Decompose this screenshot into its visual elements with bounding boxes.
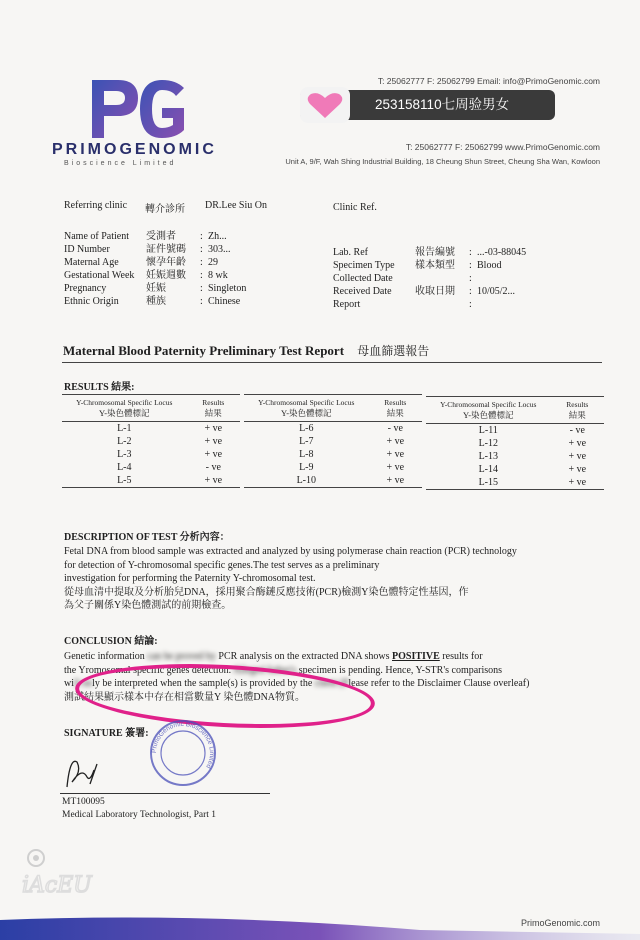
- colon: :: [469, 247, 472, 258]
- results-label: RESULTS 結果:: [64, 382, 135, 393]
- info-row: [64, 256, 318, 269]
- locus-header: Y-Chromosomal Specific Locus Y-染色體標記: [62, 395, 187, 422]
- colon: :: [200, 257, 203, 268]
- info-row: [333, 272, 597, 285]
- colon: :: [200, 244, 203, 255]
- result-cell: + ve: [568, 477, 587, 488]
- address: Unit A, 9/F, Wah Shing Industrial Building, 18 Cheung Shun Street, Cheung Sha Wan, Kowloon: [285, 157, 600, 166]
- info-label: Specimen Type: [333, 260, 395, 271]
- description-text: Fetal DNA from blood sample was extracted and analyzed by using polymerase chain reaction (PCR) technology for detection of Y-chromosomal specific genes.The test serves as a preliminary investigation for performing the Paternity Y-chromosomal test. 從母血清中提取及分析胎兒DNA，採用聚合酶鏈反應技術(PCR)檢測Y染色體特定性基因，作 為父子關係Y染色體測試的前期檢查。: [64, 546, 517, 611]
- info-value: 10/05/2...: [477, 286, 516, 297]
- colon: :: [469, 273, 472, 284]
- signature-line: [60, 793, 270, 794]
- table-row: [426, 476, 604, 490]
- signature-scribble-icon: [62, 752, 102, 792]
- result-cell: + ve: [204, 475, 223, 486]
- result-cell: - ve: [205, 462, 221, 473]
- technologist-code: MT100095: [62, 797, 105, 807]
- info-cn: [415, 298, 469, 311]
- table-row: [244, 474, 422, 488]
- info-value: Blood: [477, 260, 502, 271]
- table-row: [244, 422, 422, 436]
- result-cell: + ve: [386, 475, 405, 486]
- info-cn: 妊娠週數: [146, 270, 186, 281]
- locus-cell: L-7: [299, 436, 314, 447]
- locus-header: Y-Chromosomal Specific Locus Y-染色體標記: [244, 395, 369, 422]
- info-value: 303...: [208, 244, 231, 255]
- info-value: ...-03-88045: [477, 247, 527, 258]
- locus-cell: L-15: [478, 477, 499, 488]
- locus-cell: L-1: [117, 423, 132, 434]
- info-value: 8 wk: [208, 270, 228, 281]
- table-row: [426, 437, 604, 450]
- info-label: Pregnancy: [64, 283, 107, 294]
- info-label: Lab. Ref: [333, 247, 368, 258]
- referring-clinic-cn: 轉介診所: [145, 204, 185, 215]
- footer-url: PrimoGenomic.com: [520, 918, 600, 928]
- positive-result: POSITIVE: [392, 651, 440, 662]
- referring-clinic-label: Referring clinic: [64, 200, 128, 211]
- colon: :: [200, 296, 203, 307]
- result-cell: + ve: [568, 464, 587, 475]
- signature-heading: SIGNATURE 簽署:: [64, 728, 149, 739]
- result-cell: + ve: [568, 438, 587, 449]
- info-label: ID Number: [64, 244, 110, 255]
- colon: :: [200, 231, 203, 242]
- locus-cell: L-2: [117, 436, 132, 447]
- result-cell: + ve: [204, 449, 223, 460]
- info-row: [333, 259, 597, 272]
- info-row: [64, 295, 318, 308]
- info-row: [64, 230, 318, 243]
- results-header: Results 結果: [187, 395, 240, 422]
- lab-block: [333, 246, 597, 311]
- clinic-ref-label: Clinic Ref.: [333, 202, 377, 213]
- info-cn: 妊娠: [146, 283, 166, 294]
- locus-cell: L-10: [296, 475, 317, 486]
- result-cell: + ve: [386, 449, 405, 460]
- conclusion-heading: CONCLUSION 結論:: [64, 636, 158, 647]
- info-row: [333, 285, 597, 298]
- result-cell: - ve: [569, 425, 585, 436]
- table-row: [244, 448, 422, 461]
- locus-cell: L-4: [117, 462, 132, 473]
- info-cn: 種族: [146, 296, 166, 307]
- contact-line-2: T: 25062777 F: 25062799 www.PrimoGenomic.com: [405, 142, 600, 152]
- info-value: Singleton: [208, 283, 247, 294]
- info-cn: 受測者: [146, 231, 176, 242]
- colon: :: [469, 260, 472, 271]
- result-cell: + ve: [386, 462, 405, 473]
- report-title: Maternal Blood Paternity Preliminary Test Report 母血篩選報告: [63, 343, 430, 358]
- table-row: [426, 424, 604, 438]
- conclusion-text: Genetic information can be proved by PCR analysis on the extracted DNA shows POSITIVE results for the Yromosomal specific genes detection. Alleged father's specimen is pending. Hence, Y-STR's comparisons will only be interpreted when the sample(s) is provided by the client (Please refer to the Disclaimer Clause overleaf) 測試結果顯示樣本中存在相當數量Y 染色體DNA物質。: [64, 651, 530, 703]
- info-cn: 懷孕年齡: [146, 257, 186, 268]
- result-cell: + ve: [204, 423, 223, 434]
- results-table-2: [244, 394, 422, 488]
- pg-logo-icon: [88, 78, 188, 140]
- patient-block: [64, 230, 318, 308]
- info-value: Zh...: [208, 231, 227, 242]
- info-cn: [415, 272, 469, 285]
- brand-subtitle: Bioscience Limited: [64, 160, 177, 167]
- locus-cell: L-8: [299, 449, 314, 460]
- info-row: [333, 246, 597, 259]
- company-stamp-icon: [148, 718, 218, 788]
- info-label: Name of Patient: [64, 231, 129, 242]
- brand-name: PRIMOGENOMIC: [52, 141, 217, 158]
- technologist-role: Medical Laboratory Technologist, Part 1: [62, 810, 217, 820]
- colon: :: [469, 299, 472, 310]
- info-cn: 報告編號: [415, 247, 455, 258]
- table-row: [62, 435, 240, 448]
- info-row: [64, 269, 318, 282]
- info-cn: 証件號碼: [146, 244, 186, 255]
- result-cell: + ve: [204, 436, 223, 447]
- table-row: [244, 461, 422, 474]
- info-label: Collected Date: [333, 273, 393, 284]
- watermark-badge: 253158110七周验男女: [300, 90, 555, 120]
- locus-cell: L-6: [299, 423, 314, 434]
- heart-sticker-icon: [300, 87, 350, 123]
- table-row: [62, 448, 240, 461]
- locus-cell: L-11: [478, 425, 498, 436]
- contact-line: T: 25062777 F: 25062799 Email: info@PrimoGenomic.com: [377, 76, 600, 86]
- description-heading: DESCRIPTION OF TEST 分析內容：: [64, 532, 230, 543]
- info-cn: 樣本類型: [415, 260, 455, 271]
- title-divider: [62, 362, 602, 363]
- table-row: [426, 463, 604, 476]
- table-row: [62, 422, 240, 436]
- svg-text:PrimoGenomic Bioscience Limite: PrimoGenomic Bioscience Limited: [150, 720, 216, 770]
- info-value: Chinese: [208, 296, 241, 307]
- locus-cell: L-13: [478, 451, 499, 462]
- results-table-3: [426, 396, 604, 490]
- table-row: [426, 450, 604, 463]
- info-value: [477, 272, 597, 285]
- locus-cell: L-5: [117, 475, 132, 486]
- info-label: Maternal Age: [64, 257, 119, 268]
- table-row: [62, 461, 240, 474]
- info-label: Gestational Week: [64, 270, 135, 281]
- svg-text:iAcEU: iAcEU: [22, 873, 92, 898]
- info-label: Report: [333, 299, 361, 310]
- info-value: [477, 298, 597, 311]
- results-header: Results 結果: [551, 397, 604, 424]
- referring-clinic-value: DR.Lee Siu On: [205, 200, 267, 211]
- info-label: Received Date: [333, 286, 392, 297]
- locus-cell: L-9: [299, 462, 314, 473]
- locus-cell: L-3: [117, 449, 132, 460]
- info-row: [64, 282, 318, 295]
- locus-cell: L-14: [478, 464, 499, 475]
- result-cell: - ve: [387, 423, 403, 434]
- colon: :: [200, 270, 203, 281]
- info-value: 29: [208, 257, 218, 268]
- table-row: [244, 435, 422, 448]
- table-row: [62, 474, 240, 488]
- info-row: [333, 298, 597, 311]
- colon: :: [200, 283, 203, 294]
- colon: :: [469, 286, 472, 297]
- results-header: Results 結果: [369, 395, 422, 422]
- result-cell: + ve: [386, 436, 405, 447]
- info-row: [64, 243, 318, 256]
- info-label: Ethnic Origin: [64, 296, 119, 307]
- info-cn: 收取日期: [415, 286, 455, 297]
- locus-cell: L-12: [478, 438, 499, 449]
- footer-band: [0, 890, 640, 940]
- locus-header: Y-Chromosomal Specific Locus Y-染色體標記: [426, 397, 551, 424]
- result-cell: + ve: [568, 451, 587, 462]
- results-table-1: [62, 394, 240, 488]
